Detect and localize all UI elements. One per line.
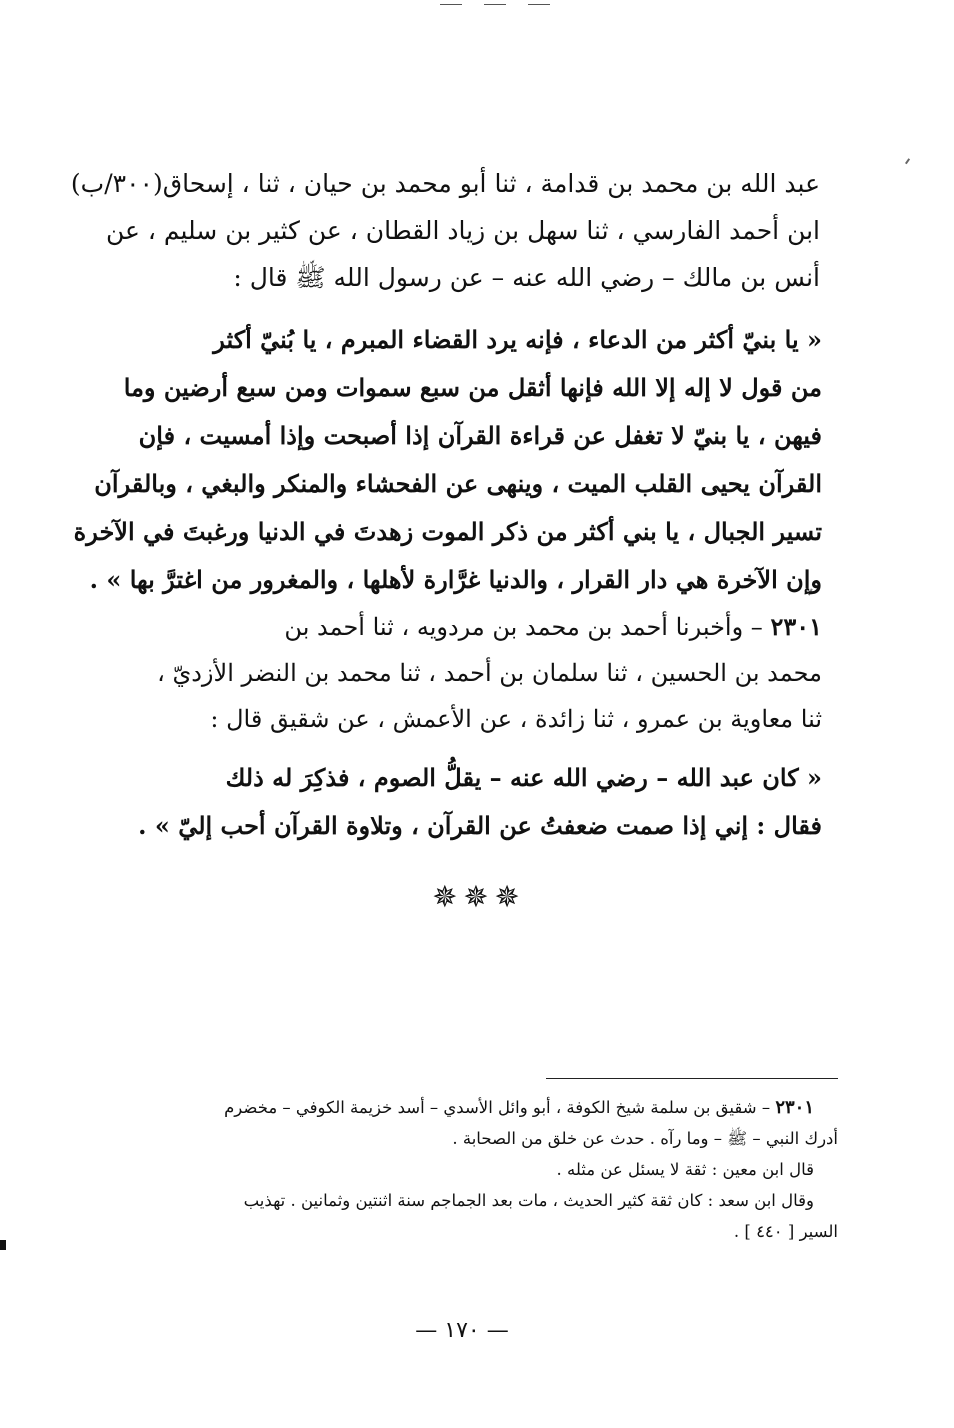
scan-edge-mark	[0, 1240, 6, 1250]
text-line: تسير الجبال ، يا بني أكثر من ذكر الموت زهدتَ في الدنيا ورغبتَ في الآخرة	[73, 517, 822, 546]
footnote-line: السير [ ٤٤٠ ] .	[733, 1222, 838, 1241]
text-line: ابن أحمد الفارسي ، ثنا سهل بن زياد القطان ، عن كثير بن سليم ، عن	[105, 216, 820, 245]
footnote-rule	[546, 1078, 838, 1079]
entry-2301-isnad	[132, 604, 822, 742]
footnote-number: ٢٣٠١	[775, 1097, 814, 1118]
margin-tick	[905, 158, 915, 168]
text-line: فقال : إني إذا صمت ضعفتُ عن القرآن ، وتلاوة القرآن أحب إليّ » .	[138, 811, 822, 840]
text-line: القرآن يحيى القلب الميت ، وينهى عن الفحشاء والمنكر والبغي ، وبالقرآن	[94, 469, 822, 498]
section-separator: ✵✵✵	[432, 880, 526, 915]
text-line: فيهن ، يا بنيّ لا تغفل عن قراءة القرآن إذا أصبحت وإذا أمسيت ، فإن	[138, 421, 822, 450]
text-line	[132, 604, 822, 650]
text-line: محمد بن الحسين ، ثنا سلمان بن أحمد ، ثنا محمد بن النضر الأزديّ ،	[157, 659, 822, 687]
text-line: « كان عبد الله – رضي الله عنه – يقلُّ الصوم ، فذكِرَ له ذلك	[225, 763, 822, 792]
text-fragment: – شقيق بن سلمة شيخ الكوفة ، أبو وائل الأسدي – أسد خزيمة الكوفي – مخضرم	[224, 1098, 776, 1117]
page-number: — ١٧٠ —	[415, 1318, 509, 1343]
footnotes	[90, 1092, 838, 1247]
text-line: أنس بن مالك – رضي الله عنه – عن رسول الله ﷺ قال :	[233, 263, 820, 292]
footnote-line	[90, 1092, 838, 1123]
text-line: « يا بنيّ أكثر من الدعاء ، فإنه يرد القضاء المبرم ، يا بُنيّ أكثر	[213, 325, 822, 354]
text-fragment: – وأخبرنا أحمد بن محمد بن مردويه ، ثنا أحمد بن	[284, 613, 771, 641]
hadith-text	[73, 316, 822, 604]
footnote-line: قال ابن معين : ثقة لا يسئل عن مثله .	[556, 1160, 814, 1179]
text-line: ثنا معاوية بن عمرو ، ثنا زائدة ، عن الأعمش ، عن شقيق قال :	[210, 705, 822, 733]
isnad-paragraph	[70, 160, 820, 301]
footnote-line: وقال ابن سعد : كان ثقة كثير الحديث ، مات بعد الجماجم سنة اثنتين وثمانين . تهذيب	[243, 1191, 814, 1210]
top-margin-marks	[440, 4, 550, 12]
text-line: وإن الآخرة هي دار القرار ، والدنيا غرَّارة لأهلها ، والمغرور من اغترَّ بها » .	[89, 565, 822, 594]
athar-text	[132, 754, 822, 850]
entry-number: ٢٣٠١	[770, 612, 822, 641]
text-line: عبد الله بن محمد بن قدامة ، ثنا أبو محمد بن حيان ، ثنا ، إسحاق(٣٠٠/ب)	[70, 169, 820, 198]
text-line: من قول لا إله إلا الله فإنها أثقل من سبع سموات ومن سبع أرضين وما	[123, 373, 822, 402]
footnote-line: أدرك النبي – ﷺ – وما رآه . حدث عن خلق من الصحابة .	[452, 1129, 838, 1148]
